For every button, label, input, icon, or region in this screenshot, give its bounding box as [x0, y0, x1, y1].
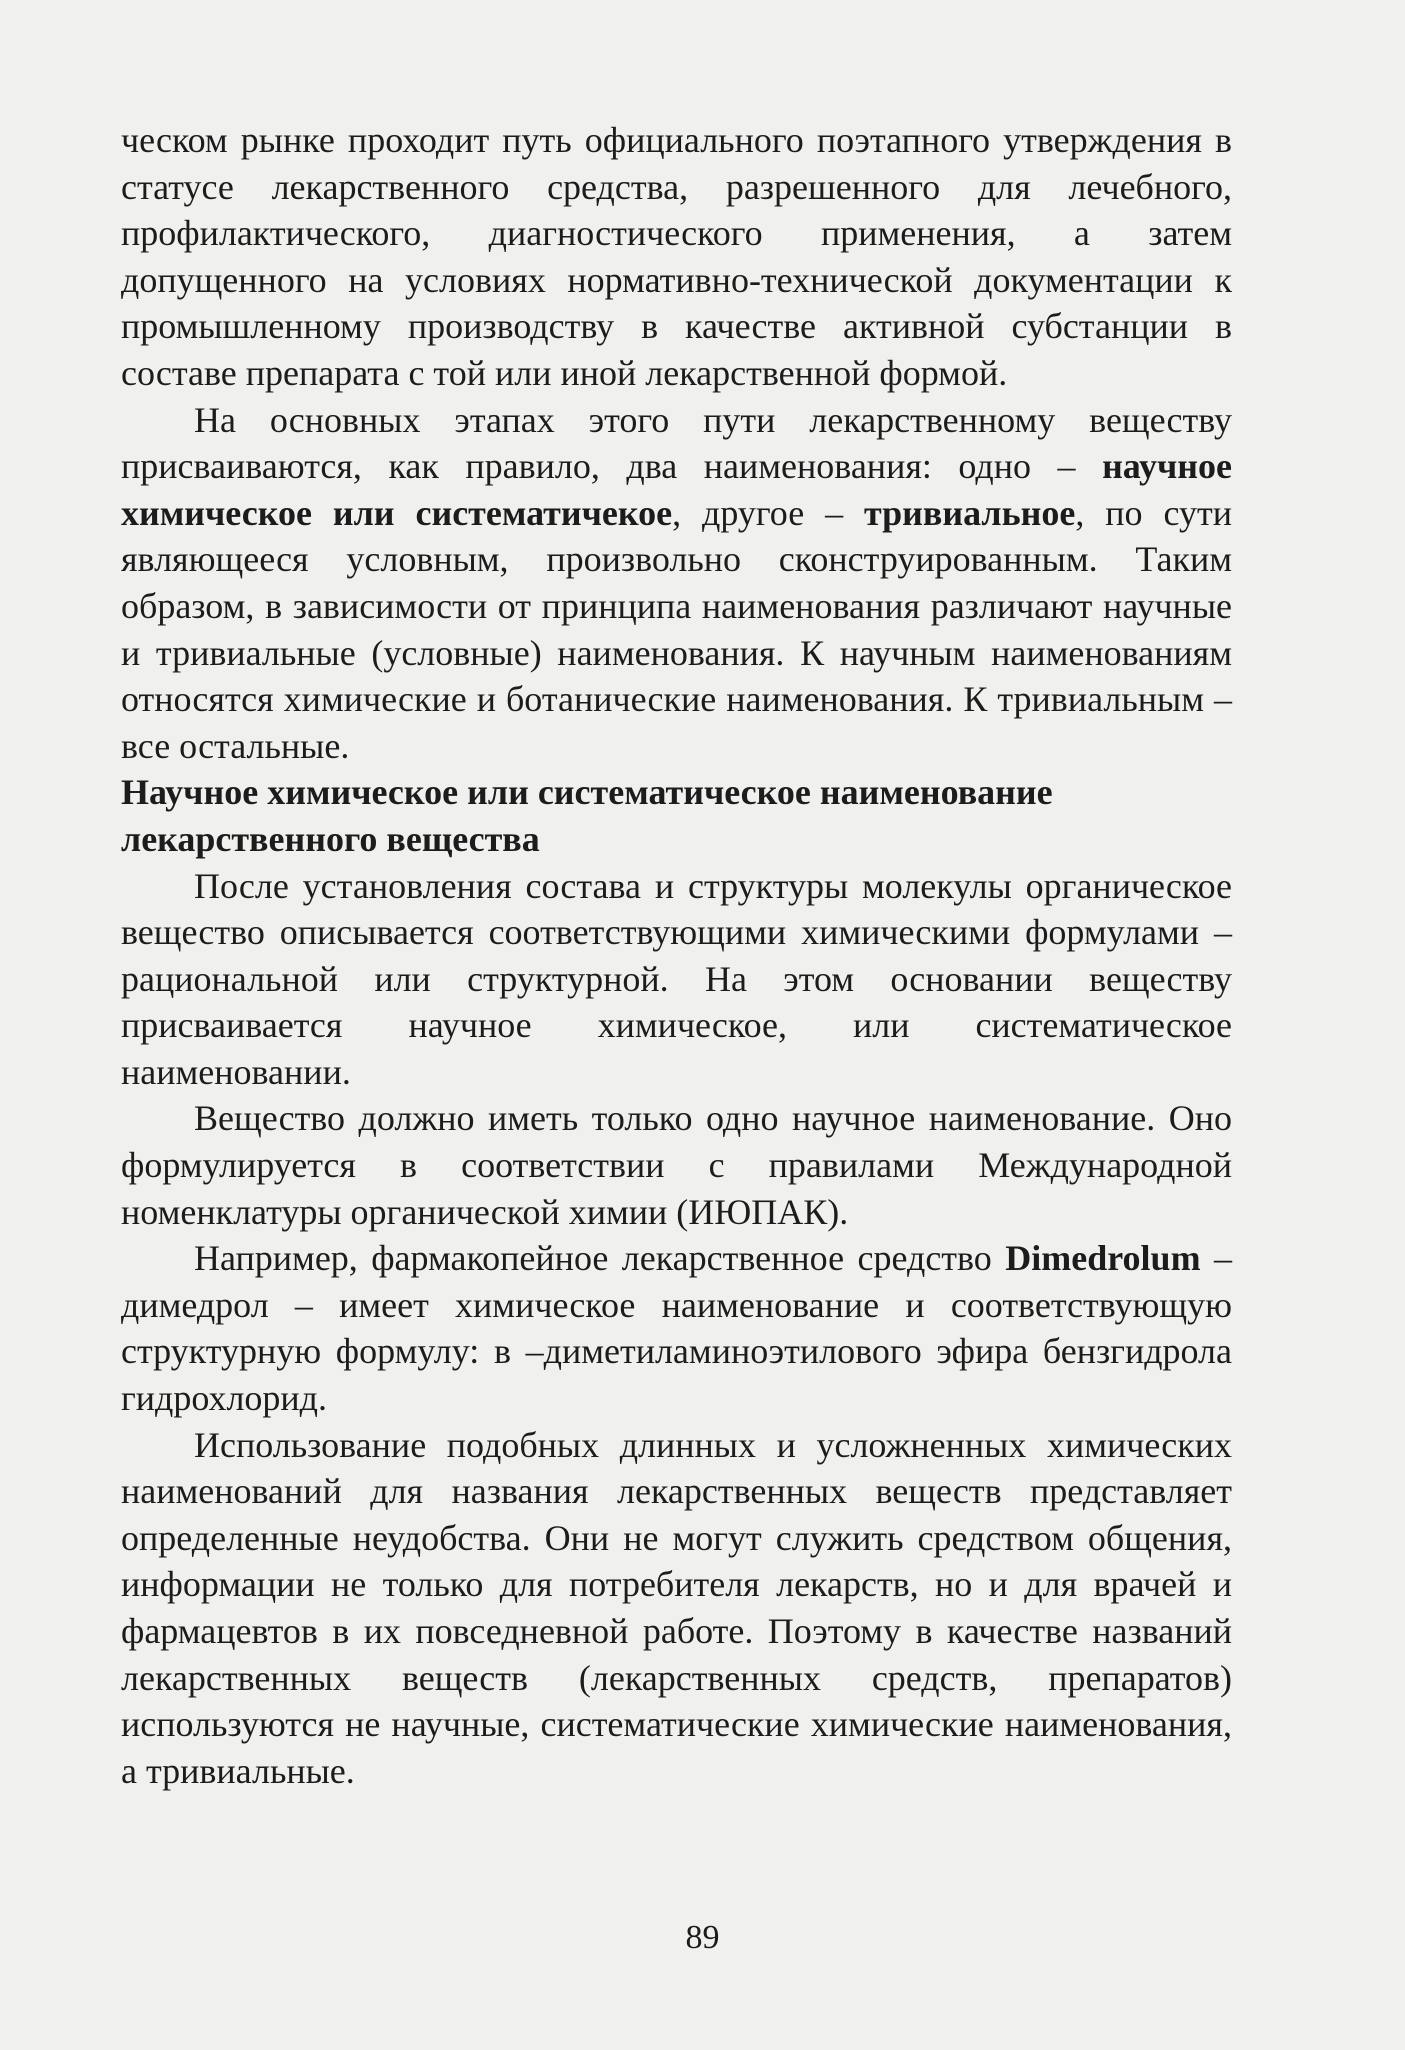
paragraph-structure — [121, 863, 1232, 1096]
bold-term: Dimedrolum — [1005, 1238, 1201, 1279]
text-run: Вещество должно иметь только одно научное наименование. Оно формулируется в соответствии с правилами Международной номенклатуры органической химии (ИЮПАК). — [121, 1098, 1232, 1232]
paragraph-inconvenience — [121, 1422, 1232, 1795]
paragraph-continuation — [121, 117, 1232, 397]
text-run: Научное химическое или систематическое наименование лекарственного вещества — [121, 772, 1053, 859]
text-run: – димедрол – имеет химическое наименование и соответствующую структурную формулу: в –диметиламиноэтилового эфира бензгидрола гидрохлорид. — [121, 1238, 1232, 1419]
paragraph-example — [121, 1235, 1232, 1421]
bold-term: тривиальное — [864, 492, 1076, 533]
text-run: После установления состава и структуры молекулы органическое вещество описывается соответствующими химическими формулами – рациональной или структурной. На этом основании веществу присваивается научное химическое, или систематическое наименовании. — [121, 865, 1232, 1092]
text-run: , другое – — [672, 492, 865, 533]
text-run: Использование подобных длинных и усложненных химических наименований для названия лекарственных веществ представляет определенные неудобства. Они не могут служить средством общения, информации не только для потребителя лекарств, но и для врачей и фармацевтов в их повседневной работе. Поэтому в качестве названий лекарственных веществ (лекарственных средств, препаратов) используются не научные, систематические химические наименования, а тривиальные. — [121, 1424, 1232, 1791]
text-run: ческом рынке проходит путь официального поэтапного утверждения в статусе лекарственного средства, разрешенного для лечебного, профилактического, диагностического применения, а затем допущенного на условиях нормативно-технической документации к промышленному производству в качестве активной субстанции в составе препарата с той или иной лекарственной формой. — [121, 120, 1232, 393]
page-number: 89 — [685, 1919, 720, 1956]
text-run: , по сути являющееся условным, произвольно сконструированным. Таким образом, в зависимости от принципа наименования различают научные и тривиальные (условные) наименования. К научным наименованиям относятся химические и ботанические наименования. К тривиальным – все остальные. — [121, 492, 1232, 766]
paragraph-two-names — [121, 397, 1232, 770]
paragraph-iupac — [121, 1095, 1232, 1235]
bold-term: научное химическое или систематичекое — [121, 446, 1232, 533]
text-run: Например, фармакопейное лекарственное средство — [194, 1238, 1006, 1279]
section-heading — [121, 769, 1232, 862]
page-text — [121, 117, 1232, 1794]
text-run: На основных этапах этого пути лекарственному веществу присваиваются, как правило, два наименования: одно – — [121, 399, 1232, 487]
